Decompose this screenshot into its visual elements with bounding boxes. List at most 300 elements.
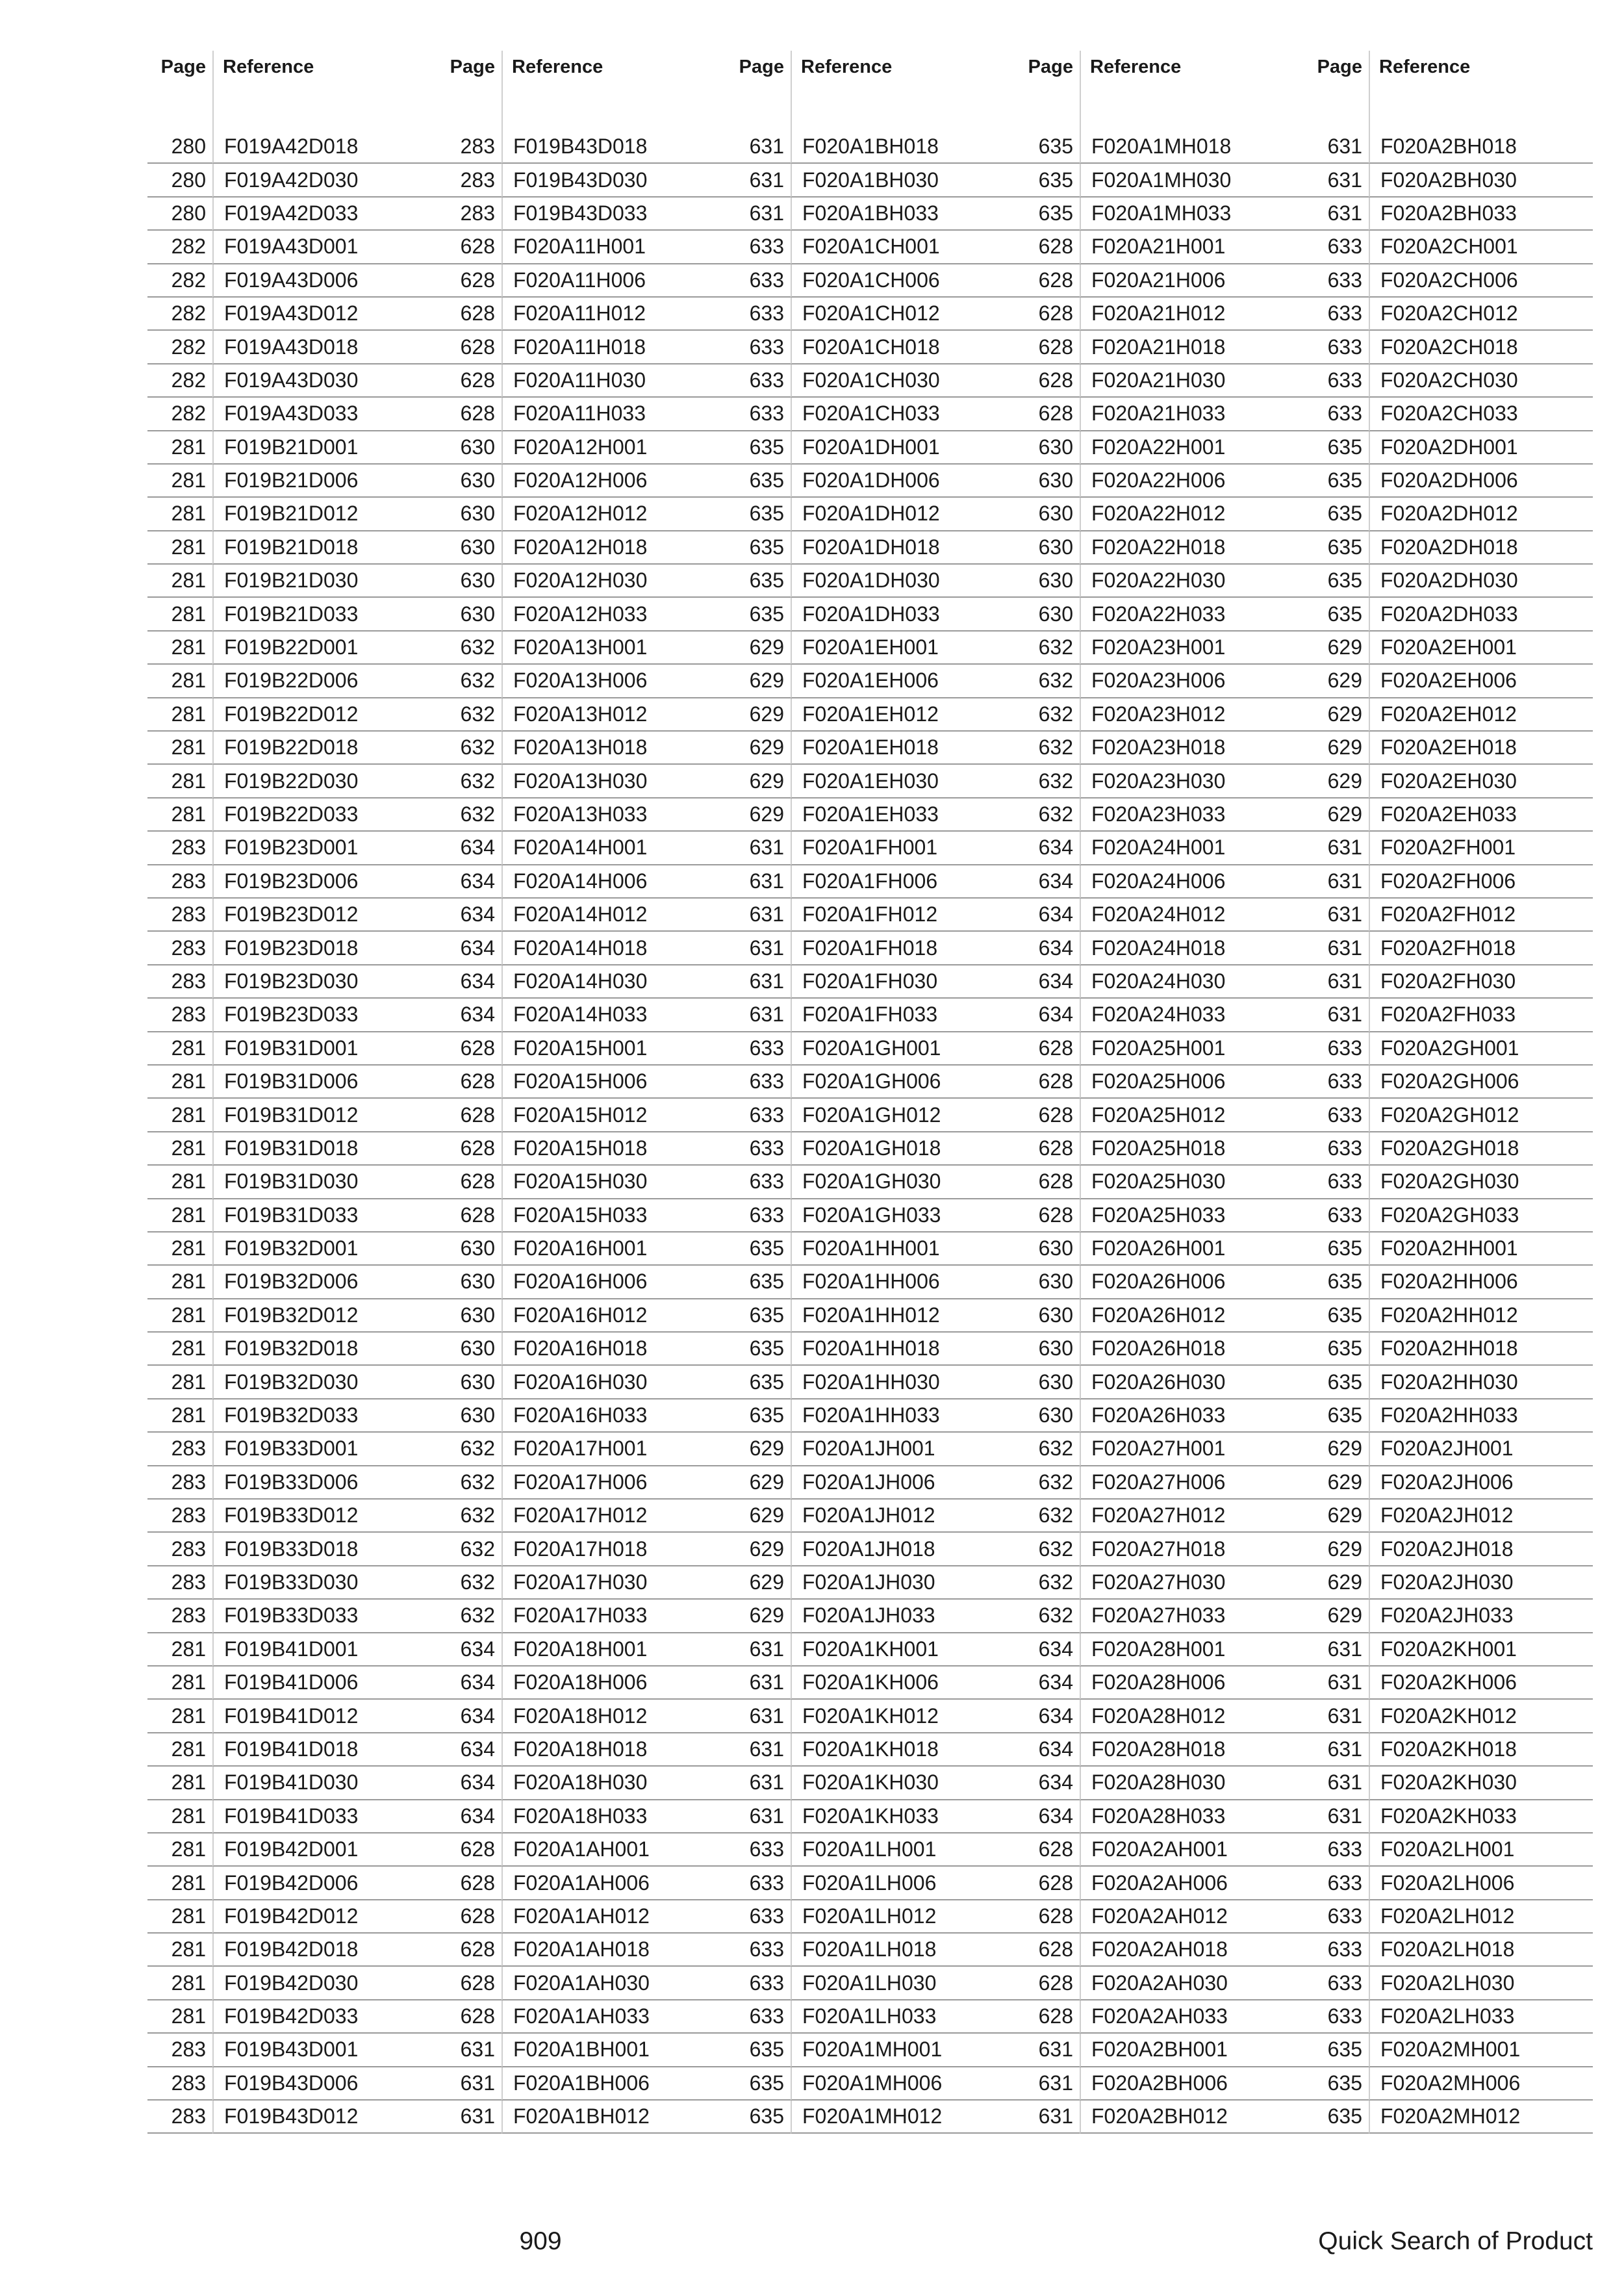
index-reference-code: F019B43D033: [501, 198, 726, 231]
index-page-number: 283: [147, 899, 212, 932]
index-reference-code: F020A2HH033: [1369, 1399, 1593, 1433]
index-reference-code: F019B22D030: [212, 765, 437, 798]
index-page-number: 629: [1304, 1500, 1369, 1533]
index-reference-code: F020A2CH001: [1369, 231, 1593, 264]
index-page-number: 634: [437, 965, 501, 999]
index-reference-code: F020A26H012: [1080, 1299, 1304, 1333]
index-reference-code: F020A2GH030: [1369, 1166, 1593, 1199]
index-page-number: 635: [1304, 1399, 1369, 1433]
index-reference-code: F020A1AH001: [501, 1833, 726, 1867]
index-page-number: 628: [1015, 1867, 1080, 1900]
index-reference-code: F020A14H012: [501, 899, 726, 932]
index-page-number: 633: [1304, 1833, 1369, 1867]
index-page-number: 630: [1015, 498, 1080, 531]
index-page-number: 282: [147, 298, 212, 331]
index-page-number: 632: [1015, 1533, 1080, 1566]
index-reference-code: F020A2AH018: [1080, 1934, 1304, 1967]
index-page-number: 628: [1015, 1199, 1080, 1233]
index-page-number: 283: [147, 1500, 212, 1533]
index-reference-code: F020A1GH018: [791, 1132, 1015, 1166]
index-reference-code: F020A1JH001: [791, 1433, 1015, 1466]
index-reference-code: F020A1HH006: [791, 1266, 1015, 1299]
index-page-number: 631: [1304, 832, 1369, 865]
index-reference-code: F020A1BH006: [501, 2067, 726, 2101]
index-page-number: 281: [147, 1900, 212, 1934]
index-page-number: 283: [147, 932, 212, 965]
index-reference-code: F020A1EH018: [791, 732, 1015, 765]
index-page-number: 283: [147, 2034, 212, 2067]
page-number: 909: [519, 2227, 562, 2255]
index-page-number: 632: [437, 1500, 501, 1533]
index-page-number: 628: [437, 1867, 501, 1900]
index-reference-code: F020A25H030: [1080, 1166, 1304, 1199]
index-reference-code: F020A28H001: [1080, 1633, 1304, 1667]
index-page-number: 633: [726, 1099, 791, 1132]
index-page-number: 630: [437, 1266, 501, 1299]
index-page-number: 628: [437, 1132, 501, 1166]
index-page-number: 631: [1304, 1667, 1369, 1700]
index-reference-code: F020A11H006: [501, 264, 726, 298]
index-page-number: 629: [1304, 732, 1369, 765]
index-page-number: 635: [1304, 498, 1369, 531]
index-reference-code: F020A1JH012: [791, 1500, 1015, 1533]
index-page-number: 635: [1304, 1266, 1369, 1299]
index-page-number: 628: [1015, 1900, 1080, 1934]
index-page-number: 628: [1015, 1066, 1080, 1099]
index-page-number: 629: [726, 1500, 791, 1533]
index-reference-code: F020A1AH033: [501, 2000, 726, 2034]
index-reference-code: F020A13H012: [501, 698, 726, 732]
index-page-number: 631: [1304, 899, 1369, 932]
index-page-number: 631: [726, 999, 791, 1032]
index-page-number: 635: [726, 2034, 791, 2067]
index-page-number: 635: [726, 598, 791, 631]
index-reference-code: F020A2LH033: [1369, 2000, 1593, 2034]
index-reference-code: F020A2JH030: [1369, 1566, 1593, 1600]
index-reference-code: F020A1JH018: [791, 1533, 1015, 1566]
index-page-number: 631: [1304, 865, 1369, 899]
index-reference-code: F020A11H012: [501, 298, 726, 331]
index-page-number: 282: [147, 364, 212, 398]
index-page-number: 631: [726, 1800, 791, 1833]
index-page-number: 629: [1304, 1433, 1369, 1466]
index-reference-code: F020A25H001: [1080, 1032, 1304, 1066]
index-page-number: 630: [437, 1399, 501, 1433]
index-page-number: 632: [437, 1433, 501, 1466]
index-page-number: 633: [1304, 1934, 1369, 1967]
index-reference-code: F019B22D001: [212, 632, 437, 665]
index-reference-code: F019B43D018: [501, 131, 726, 164]
index-page-number: 632: [437, 798, 501, 832]
index-reference-code: F020A2BH033: [1369, 198, 1593, 231]
index-reference-code: F020A2FH012: [1369, 899, 1593, 932]
index-page-number: 283: [147, 965, 212, 999]
index-page-number: 281: [147, 732, 212, 765]
index-reference-code: F020A24H033: [1080, 999, 1304, 1032]
index-page-number: 634: [1015, 1667, 1080, 1700]
index-page-number: 633: [726, 364, 791, 398]
index-page-number: 631: [726, 1733, 791, 1767]
index-page-number: 631: [1304, 965, 1369, 999]
index-reference-code: F020A13H033: [501, 798, 726, 832]
index-page-number: 630: [1015, 1333, 1080, 1366]
index-reference-code: F019B23D001: [212, 832, 437, 865]
index-reference-code: F020A2KH001: [1369, 1633, 1593, 1667]
index-page-number: 629: [1304, 765, 1369, 798]
index-reference-code: F020A1JH033: [791, 1600, 1015, 1633]
index-reference-code: F020A1EH033: [791, 798, 1015, 832]
index-page-number: 634: [437, 1800, 501, 1833]
index-reference-code: F019B43D030: [501, 164, 726, 197]
index-reference-code: F020A23H001: [1080, 632, 1304, 665]
index-reference-code: F019B22D012: [212, 698, 437, 732]
index-reference-code: F020A14H006: [501, 865, 726, 899]
index-reference-code: F020A2GH001: [1369, 1032, 1593, 1066]
index-reference-code: F019B31D018: [212, 1132, 437, 1166]
index-reference-code: F020A1KH030: [791, 1767, 1015, 1800]
index-page-number: 631: [1015, 2034, 1080, 2067]
index-page-number: 630: [437, 1366, 501, 1399]
index-page-number: 281: [147, 1867, 212, 1900]
index-reference-code: F020A2EH001: [1369, 632, 1593, 665]
index-reference-code: F020A1HH012: [791, 1299, 1015, 1333]
index-page-number: 630: [1015, 431, 1080, 465]
index-page-number: 632: [1015, 665, 1080, 698]
index-page-number: 281: [147, 1800, 212, 1833]
index-reference-code: F019A43D018: [212, 331, 437, 364]
index-page-number: 631: [726, 965, 791, 999]
index-reference-code: F020A2CH030: [1369, 364, 1593, 398]
index-page-number: 630: [437, 465, 501, 498]
index-page-number: 631: [1304, 1633, 1369, 1667]
index-page-number: 632: [1015, 1500, 1080, 1533]
index-reference-code: F019B41D030: [212, 1767, 437, 1800]
index-reference-code: F019B21D018: [212, 531, 437, 565]
index-page-number: 635: [1304, 465, 1369, 498]
index-page-number: 282: [147, 231, 212, 264]
index-reference-code: F020A1CH001: [791, 231, 1015, 264]
index-reference-code: F020A1DH018: [791, 531, 1015, 565]
index-page-number: 634: [1015, 1800, 1080, 1833]
index-reference-code: F020A22H001: [1080, 431, 1304, 465]
index-page-number: 283: [437, 164, 501, 197]
index-page-number: 628: [437, 1166, 501, 1199]
index-page-number: 630: [1015, 565, 1080, 598]
index-page-number: 631: [726, 1633, 791, 1667]
index-reference-code: F019B21D030: [212, 565, 437, 598]
index-page-number: 633: [726, 1900, 791, 1934]
index-page-number: 635: [726, 498, 791, 531]
index-reference-code: F020A27H018: [1080, 1533, 1304, 1566]
index-page-number: 628: [437, 264, 501, 298]
index-reference-code: F020A25H006: [1080, 1066, 1304, 1099]
index-reference-code: F020A2BH012: [1080, 2101, 1304, 2134]
index-page-number: 633: [726, 1066, 791, 1099]
index-reference-code: F020A11H018: [501, 331, 726, 364]
index-reference-code: F020A2MH001: [1369, 2034, 1593, 2067]
index-reference-code: F020A1EH012: [791, 698, 1015, 732]
index-reference-code: F020A14H001: [501, 832, 726, 865]
index-page-number: 631: [1304, 1733, 1369, 1767]
index-reference-code: F020A22H033: [1080, 598, 1304, 631]
index-page-number: 633: [1304, 1900, 1369, 1934]
index-page-number: 635: [726, 2067, 791, 2101]
index-page-number: 629: [1304, 1600, 1369, 1633]
index-page-number: 281: [147, 798, 212, 832]
index-page-number: 633: [1304, 1199, 1369, 1233]
index-page-number: 629: [726, 732, 791, 765]
index-reference-code: F020A1GH001: [791, 1032, 1015, 1066]
index-page-number: 634: [437, 1633, 501, 1667]
index-reference-code: F020A2DH012: [1369, 498, 1593, 531]
index-page-number: 635: [726, 2101, 791, 2134]
index-reference-code: F020A1EH001: [791, 632, 1015, 665]
index-reference-code: F019B42D001: [212, 1833, 437, 1867]
index-page-number: 635: [1304, 2034, 1369, 2067]
index-page-number: 280: [147, 164, 212, 197]
index-reference-code: F020A2HH018: [1369, 1333, 1593, 1366]
index-page-number: 281: [147, 1333, 212, 1366]
product-index-table: [147, 51, 1593, 2134]
index-reference-code: F020A18H030: [501, 1767, 726, 1800]
index-page-number: 281: [147, 465, 212, 498]
index-reference-code: F019B23D018: [212, 932, 437, 965]
index-page-number: 630: [1015, 1399, 1080, 1433]
index-reference-code: F019B33D033: [212, 1600, 437, 1633]
index-reference-code: F020A1GH030: [791, 1166, 1015, 1199]
index-page-number: 283: [147, 2067, 212, 2101]
index-reference-code: F019B31D006: [212, 1066, 437, 1099]
index-page-number: 633: [1304, 1967, 1369, 2000]
index-page-number: 629: [1304, 798, 1369, 832]
index-page-number: 283: [437, 198, 501, 231]
index-reference-code: F020A2FH018: [1369, 932, 1593, 965]
index-reference-code: F020A1GH006: [791, 1066, 1015, 1099]
index-reference-code: F020A1CH030: [791, 364, 1015, 398]
index-reference-code: F020A21H001: [1080, 231, 1304, 264]
index-reference-code: F020A27H006: [1080, 1466, 1304, 1500]
index-reference-code: F020A17H018: [501, 1533, 726, 1566]
index-page-number: 634: [437, 932, 501, 965]
index-page-number: 283: [147, 1466, 212, 1500]
index-reference-code: F020A1CH018: [791, 331, 1015, 364]
index-reference-code: F020A1KH018: [791, 1733, 1015, 1767]
index-reference-code: F020A1AH030: [501, 1967, 726, 2000]
index-reference-code: F020A2AH033: [1080, 2000, 1304, 2034]
index-reference-code: F020A27H033: [1080, 1600, 1304, 1633]
index-reference-code: F020A1KH006: [791, 1667, 1015, 1700]
column-header-reference: Reference: [501, 51, 726, 84]
index-page-number: 635: [1304, 1299, 1369, 1333]
index-reference-code: F019A43D001: [212, 231, 437, 264]
index-reference-code: F020A26H030: [1080, 1366, 1304, 1399]
index-page-number: 628: [1015, 1099, 1080, 1132]
index-reference-code: F020A2BH018: [1369, 131, 1593, 164]
index-reference-code: F020A1KH033: [791, 1800, 1015, 1833]
index-page-number: 632: [1015, 732, 1080, 765]
index-page-number: 630: [1015, 1233, 1080, 1266]
index-page-number: 634: [1015, 1767, 1080, 1800]
index-page-number: 633: [726, 1867, 791, 1900]
index-reference-code: F020A1LH018: [791, 1934, 1015, 1967]
index-reference-code: F019B41D006: [212, 1667, 437, 1700]
index-reference-code: F020A2HH012: [1369, 1299, 1593, 1333]
index-reference-code: F020A11H030: [501, 364, 726, 398]
index-page-number: 633: [1304, 1032, 1369, 1066]
index-page-number: 281: [147, 498, 212, 531]
index-page-number: 628: [1015, 398, 1080, 431]
index-reference-code: F020A15H006: [501, 1066, 726, 1099]
index-reference-code: F020A21H018: [1080, 331, 1304, 364]
index-page-number: 631: [1304, 999, 1369, 1032]
index-reference-code: F020A14H033: [501, 999, 726, 1032]
index-reference-code: F020A1BH012: [501, 2101, 726, 2134]
index-page-number: 635: [726, 1233, 791, 1266]
index-reference-code: F020A2DH018: [1369, 531, 1593, 565]
column-header-page: Page: [1317, 57, 1362, 77]
index-page-number: 633: [1304, 1066, 1369, 1099]
index-reference-code: F020A1FH033: [791, 999, 1015, 1032]
index-page-number: 630: [437, 531, 501, 565]
index-page-number: 631: [437, 2034, 501, 2067]
index-reference-code: F020A12H001: [501, 431, 726, 465]
index-page-number: 628: [1015, 298, 1080, 331]
index-reference-code: F019B43D012: [212, 2101, 437, 2134]
index-page-number: 630: [437, 598, 501, 631]
index-page-number: 281: [147, 531, 212, 565]
index-page-number: 629: [726, 632, 791, 665]
index-reference-code: F019B32D018: [212, 1333, 437, 1366]
index-page-number: 628: [437, 298, 501, 331]
index-reference-code: F019B33D001: [212, 1433, 437, 1466]
index-page-number: 631: [437, 2101, 501, 2134]
index-page-number: 630: [437, 431, 501, 465]
index-reference-code: F020A21H006: [1080, 264, 1304, 298]
index-reference-code: F020A1FH012: [791, 899, 1015, 932]
index-page-number: 628: [437, 398, 501, 431]
index-reference-code: F019B21D006: [212, 465, 437, 498]
index-page-number: 631: [726, 198, 791, 231]
index-page-number: 635: [726, 531, 791, 565]
index-reference-code: F020A2EH012: [1369, 698, 1593, 732]
index-reference-code: F019B41D033: [212, 1800, 437, 1833]
index-reference-code: F020A2LH006: [1369, 1867, 1593, 1900]
index-page-number: 629: [726, 698, 791, 732]
index-page-number: 632: [437, 765, 501, 798]
index-reference-code: F020A2CH018: [1369, 331, 1593, 364]
index-reference-code: F020A2GH018: [1369, 1132, 1593, 1166]
index-page-number: 283: [147, 1566, 212, 1600]
index-reference-code: F020A1LH012: [791, 1900, 1015, 1934]
index-page-number: 629: [726, 798, 791, 832]
index-page-number: 280: [147, 198, 212, 231]
index-page-number: 633: [726, 1199, 791, 1233]
index-reference-code: F020A15H001: [501, 1032, 726, 1066]
index-reference-code: F020A18H012: [501, 1700, 726, 1733]
index-reference-code: F019B23D030: [212, 965, 437, 999]
index-page-number: 628: [1015, 1132, 1080, 1166]
index-reference-code: F020A17H012: [501, 1500, 726, 1533]
index-page-number: 629: [1304, 1533, 1369, 1566]
index-page-number: 628: [437, 231, 501, 264]
index-reference-code: F020A21H030: [1080, 364, 1304, 398]
index-reference-code: F019B23D006: [212, 865, 437, 899]
index-reference-code: F019B31D030: [212, 1166, 437, 1199]
index-reference-code: F020A21H033: [1080, 398, 1304, 431]
index-reference-code: F020A2BH001: [1080, 2034, 1304, 2067]
index-page-number: 632: [1015, 1433, 1080, 1466]
index-reference-code: F019B31D012: [212, 1099, 437, 1132]
index-page-number: 631: [1304, 198, 1369, 231]
index-reference-code: F019B41D018: [212, 1733, 437, 1767]
index-page-number: 634: [437, 1700, 501, 1733]
index-reference-code: F020A2LH018: [1369, 1934, 1593, 1967]
index-page-number: 633: [1304, 364, 1369, 398]
index-page-number: 632: [1015, 1566, 1080, 1600]
index-page-number: 633: [1304, 1099, 1369, 1132]
index-reference-code: F019B33D006: [212, 1466, 437, 1500]
index-page-number: 631: [726, 131, 791, 164]
index-reference-code: F020A1EH006: [791, 665, 1015, 698]
index-page-number: 628: [1015, 1032, 1080, 1066]
index-page-number: 628: [1015, 231, 1080, 264]
index-page-number: 628: [437, 1066, 501, 1099]
index-reference-code: F019B42D033: [212, 2000, 437, 2034]
index-reference-code: F020A2KH006: [1369, 1667, 1593, 1700]
index-page-number: 281: [147, 565, 212, 598]
index-reference-code: F020A2FH001: [1369, 832, 1593, 865]
index-reference-code: F020A16H030: [501, 1366, 726, 1399]
index-page-number: 632: [437, 1566, 501, 1600]
index-reference-code: F019A42D033: [212, 198, 437, 231]
index-reference-code: F020A24H012: [1080, 899, 1304, 932]
index-page-number: 631: [726, 832, 791, 865]
index-reference-code: F020A24H030: [1080, 965, 1304, 999]
index-reference-code: F020A22H012: [1080, 498, 1304, 531]
index-reference-code: F020A2KH012: [1369, 1700, 1593, 1733]
index-page-number: 631: [1304, 1700, 1369, 1733]
index-reference-code: F020A1FH006: [791, 865, 1015, 899]
index-reference-code: F020A2EH030: [1369, 765, 1593, 798]
index-page-number: 632: [1015, 632, 1080, 665]
index-reference-code: F019B32D006: [212, 1266, 437, 1299]
index-reference-code: F020A2DH006: [1369, 465, 1593, 498]
index-reference-code: F019A43D012: [212, 298, 437, 331]
index-page-number: 281: [147, 1266, 212, 1299]
index-reference-code: F020A1HH018: [791, 1333, 1015, 1366]
index-reference-code: F019B42D012: [212, 1900, 437, 1934]
index-page-number: 628: [437, 1900, 501, 1934]
index-reference-code: F020A1LH001: [791, 1833, 1015, 1867]
index-page-number: 628: [437, 1032, 501, 1066]
index-reference-code: F020A1AH012: [501, 1900, 726, 1934]
index-page-number: 633: [1304, 298, 1369, 331]
index-page-number: 283: [147, 832, 212, 865]
index-reference-code: F020A2DH001: [1369, 431, 1593, 465]
index-page-number: 635: [1304, 431, 1369, 465]
index-page-number: 281: [147, 698, 212, 732]
index-page-number: 283: [147, 2101, 212, 2134]
index-reference-code: F020A1CH006: [791, 264, 1015, 298]
index-reference-code: F019A43D030: [212, 364, 437, 398]
index-reference-code: F019B42D030: [212, 1967, 437, 2000]
index-reference-code: F020A22H006: [1080, 465, 1304, 498]
index-page-number: 281: [147, 1032, 212, 1066]
index-page-number: 634: [1015, 932, 1080, 965]
index-page-number: 628: [1015, 2000, 1080, 2034]
index-page-number: 628: [437, 1967, 501, 2000]
index-page-number: 281: [147, 1233, 212, 1266]
